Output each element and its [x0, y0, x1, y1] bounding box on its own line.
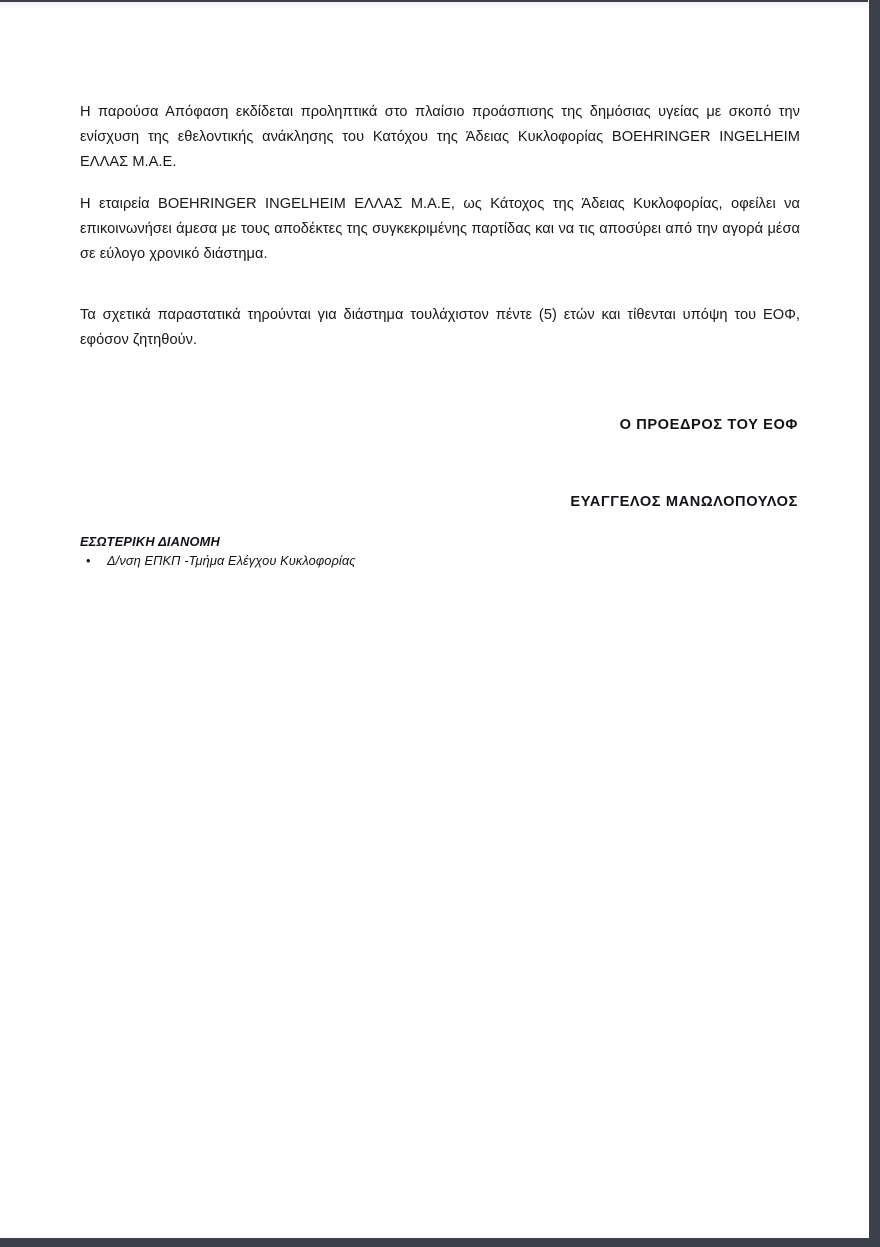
signature-block — [80, 415, 800, 512]
paragraph-record-retention: Τα σχετικά παραστατικά τηρούνται για διάστημα τουλάχιστον πέντε (5) ετών και τίθενται υπόψη του ΕΟΦ, εφόσον ζητηθούν. — [80, 307, 800, 348]
signature-name: ΕΥΑΓΓΕΛΟΣ ΜΑΝΩΛΟΠΟΥΛΟΣ — [570, 494, 798, 510]
page-right-rule — [869, 0, 880, 1247]
bullet-icon: • — [86, 553, 91, 568]
paragraph-recall-purpose: Η παρούσα Απόφαση εκδίδεται προληπτικά στο πλαίσιο προάσπισης της δημόσιας υγείας με σκοπό την ενίσχυση της εθελοντικής ανάκλησης του Κατόχου της Άδειας Κυκλοφορίας BOEHRINGER INGELHEIM ΕΛΛΑΣ Μ.Α.Ε. — [80, 104, 800, 170]
paragraph-company-obligation: Η εταιρεία BOEHRINGER INGELHEIM ΕΛΛΑΣ Μ.Α.Ε, ως Κάτοχος της Άδειας Κυκλοφορίας, οφείλει να επικοινωνήσει άμεσα με τους αποδέκτες της συγκεκριμένης παρτίδας και να τις αποσύρει από την αγορά μέσα σε εύλογο χρονικό διάστημα. — [80, 196, 800, 262]
document-body — [80, 100, 800, 570]
list-item — [80, 552, 800, 570]
page-bottom-rule — [0, 1238, 880, 1247]
distribution-heading: ΕΣΩΤΕΡΙΚΗ ΔΙΑΝΟΜΗ — [80, 534, 220, 549]
page-top-shade — [0, 2, 880, 9]
document-sheet — [0, 9, 868, 1238]
distribution-item-label: Δ/νση ΕΠΚΠ -Τμήμα Ελέγχου Κυκλοφορίας — [107, 553, 356, 568]
distribution-list — [80, 552, 800, 570]
signature-title: Ο ΠΡΟΕΔΡΟΣ ΤΟΥ ΕΟΦ — [619, 417, 798, 433]
internal-distribution-section — [80, 534, 800, 570]
